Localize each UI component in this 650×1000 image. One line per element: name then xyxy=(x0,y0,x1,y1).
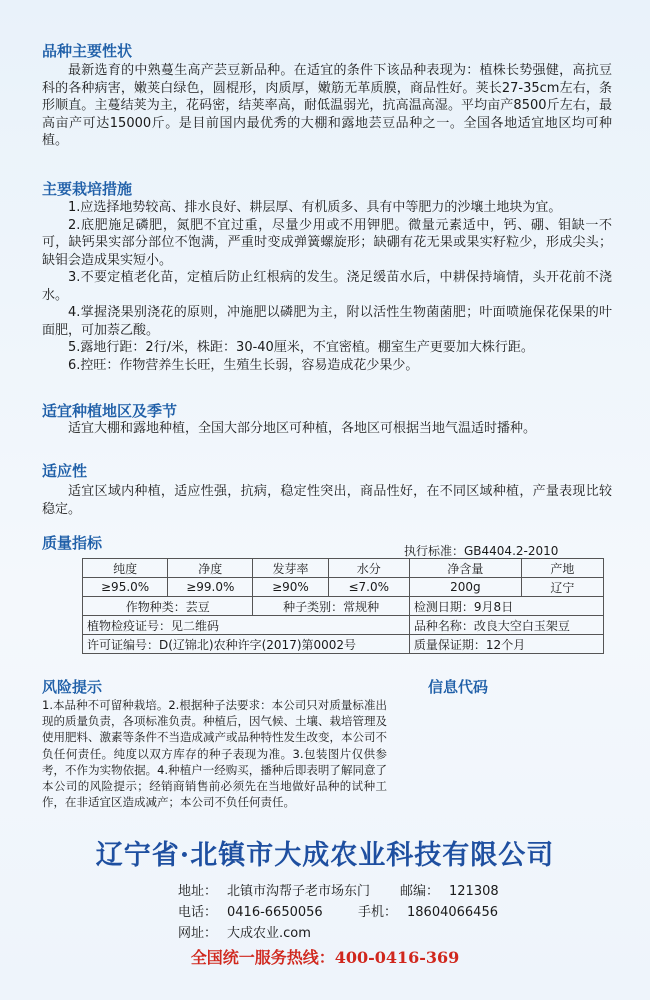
license-number: 许可证编号：D(辽锦北)农种许字(2017)第0002号 xyxy=(83,635,410,654)
traits-text: 最新选育的中熟蔓生高产芸豆新品种。在适宜的条件下该品种表现为：植株长势强健，高抗豆科的各种病害，嫩荚白绿色，圆棍形，肉质厚，嫩筋无革质膜，商品性好。荚长27-35cm左右，条形顺直。主蔓结荚为主，花码密，结荚率高，耐低温弱光，抗高温高湿。平均亩产8500斤左右，最高亩产可达15000斤。是目前国内最优秀的大棚和露地芸豆品种之一。全国各地适宜地区均可种植。 xyxy=(42,63,612,148)
header-origin: 产地 xyxy=(521,559,603,578)
cultivation-item-1: 1.应选择地势较高、排水良好、耕层厚、有机质多、具有中等肥力的沙壤土地块为宜。 xyxy=(68,200,562,215)
mobile-value: 18604066456 xyxy=(407,905,498,920)
quality-info-row-3 xyxy=(83,635,604,654)
quality-standard: 执行标准：GB4404.2-2010 xyxy=(404,544,559,558)
header-moisture: 水分 xyxy=(328,559,409,578)
website-value: 大成农业.com xyxy=(227,926,311,941)
quality-table xyxy=(82,558,604,654)
crop-type: 作物种类：芸豆 xyxy=(83,597,253,616)
value-germination: ≥90% xyxy=(253,578,328,597)
value-cleanliness: ≥99.0% xyxy=(168,578,253,597)
risk-text: 1.本品种不可留种栽培。2.根据种子法要求：本公司只对质量标准出现的质量负责，各项标准负责。种植后，因气候、土壤、栽培管理及使用肥料、激素等条件不当造成减产或品种特性发生改变，本公司不负任何责任。纯度以双方库存的种子表现为准。3.包装图片仅供参考，不作为实物依据。4.种植户一经购买，播种后即表明了解同意了本公司的风险提示；经销商销售前必须先在当地做好品种的试种工作，在非适宜区造成减产；本公司不负任何责任。 xyxy=(42,698,387,810)
quality-values-row xyxy=(83,578,604,597)
adaptability-text: 适宜区域内种植，适应性强，抗病，稳定性突出，商品性好，在不同区域种植，产量表现比较稳定。 xyxy=(42,484,612,517)
test-date: 检测日期：9月8日 xyxy=(409,597,603,616)
value-moisture: ≤7.0% xyxy=(328,578,409,597)
region-text: 适宜大棚和露地种植，全国大部分地区可种植，各地区可根据当地气温适时播种。 xyxy=(68,421,537,436)
postcode-value: 121308 xyxy=(449,884,499,899)
cultivation-heading: 主要栽培措施 xyxy=(42,180,133,198)
quality-heading: 质量指标 xyxy=(42,534,103,552)
company-name: 辽宁省·北镇市大成农业科技有限公司 xyxy=(95,840,555,871)
quality-info-row-1 xyxy=(83,597,604,616)
quality-info-row-2 xyxy=(83,616,604,635)
address-line xyxy=(178,880,370,899)
cultivation-item-4: 4.掌握浇果别浇花的原则，冲施肥以磷肥为主，附以活性生物菌菌肥；叶面喷施保花保果的叶面肥，可加萘乙酸。 xyxy=(42,305,612,338)
phone-value: 0416-6650056 xyxy=(227,905,323,920)
adaptability-heading: 适应性 xyxy=(42,462,88,480)
quality-header-row xyxy=(83,559,604,578)
header-net-content: 净含量 xyxy=(409,559,521,578)
cultivation-list xyxy=(42,199,612,374)
cultivation-item-5: 5.露地行距：2行/米，株距：30-40厘米，不宜密植。棚室生产更要加大株行距。 xyxy=(68,340,534,355)
value-origin: 辽宁 xyxy=(521,578,603,597)
value-net-content: 200g xyxy=(409,578,521,597)
address-label: 地址： xyxy=(178,884,218,899)
website-label: 网址： xyxy=(178,926,218,941)
region-heading: 适宜种植地区及季节 xyxy=(42,402,178,420)
quarantine-number: 植物检疫证号：见二维码 xyxy=(83,616,410,635)
risk-heading: 风险提示 xyxy=(42,678,103,696)
cultivation-item-3: 3.不要定植老化苗，定植后防止红根病的发生。浇足缓苗水后，中耕保持墒情，头开花前不浇水。 xyxy=(42,270,612,303)
info-code-heading: 信息代码 xyxy=(428,678,489,696)
website-line xyxy=(178,922,311,941)
cultivation-item-2: 2.底肥施足磷肥，氮肥不宜过重，尽量少用或不用钾肥。微量元素适中，钙、硼、钼缺一不可，缺钙果实部分部位不饱满，严重时变成弹簧螺旋形；缺硼有花无果或果实籽粒少，形成尖头；缺钼会造成果实短小。 xyxy=(42,217,612,268)
address-value: 北镇市沟帮子老市场东门 xyxy=(227,884,371,899)
service-hotline: 全国统一服务热线：400-0416-369 xyxy=(190,948,460,967)
value-purity: ≥95.0% xyxy=(83,578,168,597)
phone-label: 电话： xyxy=(178,905,218,920)
header-purity: 纯度 xyxy=(83,559,168,578)
warranty-period: 质量保证期：12个月 xyxy=(409,635,603,654)
cultivation-item-6: 6.控旺：作物营养生长旺，生殖生长弱，容易造成花少果少。 xyxy=(68,357,419,373)
mobile-label: 手机： xyxy=(358,905,398,920)
postcode-label: 邮编： xyxy=(400,884,440,899)
mobile-line xyxy=(358,901,498,920)
postcode-line xyxy=(400,880,499,899)
header-cleanliness: 净度 xyxy=(168,559,253,578)
traits-heading: 品种主要性状 xyxy=(42,42,133,60)
header-germination: 发芽率 xyxy=(253,559,328,578)
seed-type: 种子类别：常规种 xyxy=(253,597,410,616)
phone-line xyxy=(178,901,323,920)
variety-name: 品种名称：改良大空白玉架豆 xyxy=(409,616,603,635)
